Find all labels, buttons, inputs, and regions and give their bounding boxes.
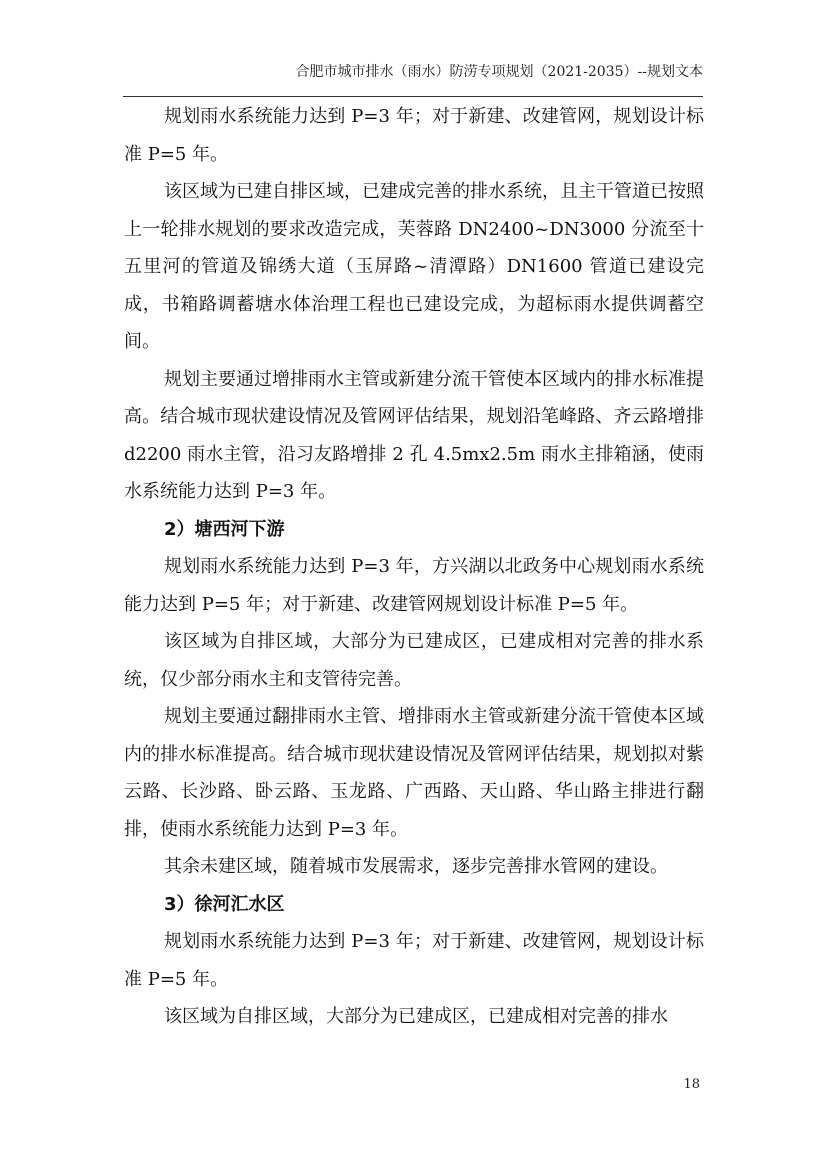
paragraph: 规划雨水系统能力达到 P=3 年；对于新建、改建管网，规划设计标准 P=5 年。 [124, 931, 704, 990]
paragraph: 该区域为自排区域，大部分为已建成区，已建成相对完善的排水 [164, 1006, 668, 1027]
running-header: 合肥市城市排水（雨水）防涝专项规划（2021-2035）--规划文本 [295, 64, 703, 80]
body-text [124, 98, 710, 1036]
page-number: 18 [683, 1077, 700, 1092]
paragraph: 规划雨水系统能力达到 P=3 年，方兴湖以北政务中心规划雨水系统能力达到 P=5 年；对于新建、改建管网规划设计标准 P=5 年。 [124, 556, 704, 615]
header-divider [123, 96, 703, 97]
section-heading: 2）塘西河下游 [164, 518, 285, 540]
section-heading: 3）徐河汇水区 [164, 893, 285, 915]
paragraph: 该区域为自排区域，大部分为已建成区，已建成相对完善的排水系统，仅少部分雨水主和支管待完善。 [124, 631, 704, 690]
paragraph: 规划主要通过增排雨水主管或新建分流干管使本区域内的排水标准提高。结合城市现状建设情况及管网评估结果，规划沿笔峰路、齐云路增排 d2200 雨水主管，沿习友路增排 2 孔 4.5mx2.5m 雨水主排箱涵，使雨水系统能力达到 P=3 年。 [124, 368, 710, 502]
paragraph: 其余未建区域，随着城市发展需求，逐步完善排水管网的建设。 [164, 856, 668, 877]
paragraph: 规划主要通过翻排雨水主管、增排雨水主管或新建分流干管使本区域内的排水标准提高。结合城市现状建设情况及管网评估结果，规划拟对紫云路、长沙路、卧云路、玉龙路、广西路、天山路、华山路主排进行翻排，使雨水系统能力达到 P=3 年。 [124, 706, 704, 840]
paragraph: 该区域为已建自排区域，已建成完善的排水系统，且主干管道已按照上一轮排水规划的要求改造完成，芙蓉路 DN2400~DN3000 分流至十五里河的管道及锦绣大道（玉屏路~清潭路）DN1600 管道已建设完成，书箱路调蓄塘水体治理工程也已建设完成，为超标雨水提供调蓄空间。 [124, 181, 704, 352]
paragraph: 规划雨水系统能力达到 P=3 年；对于新建、改建管网，规划设计标准 P=5 年。 [124, 106, 704, 165]
